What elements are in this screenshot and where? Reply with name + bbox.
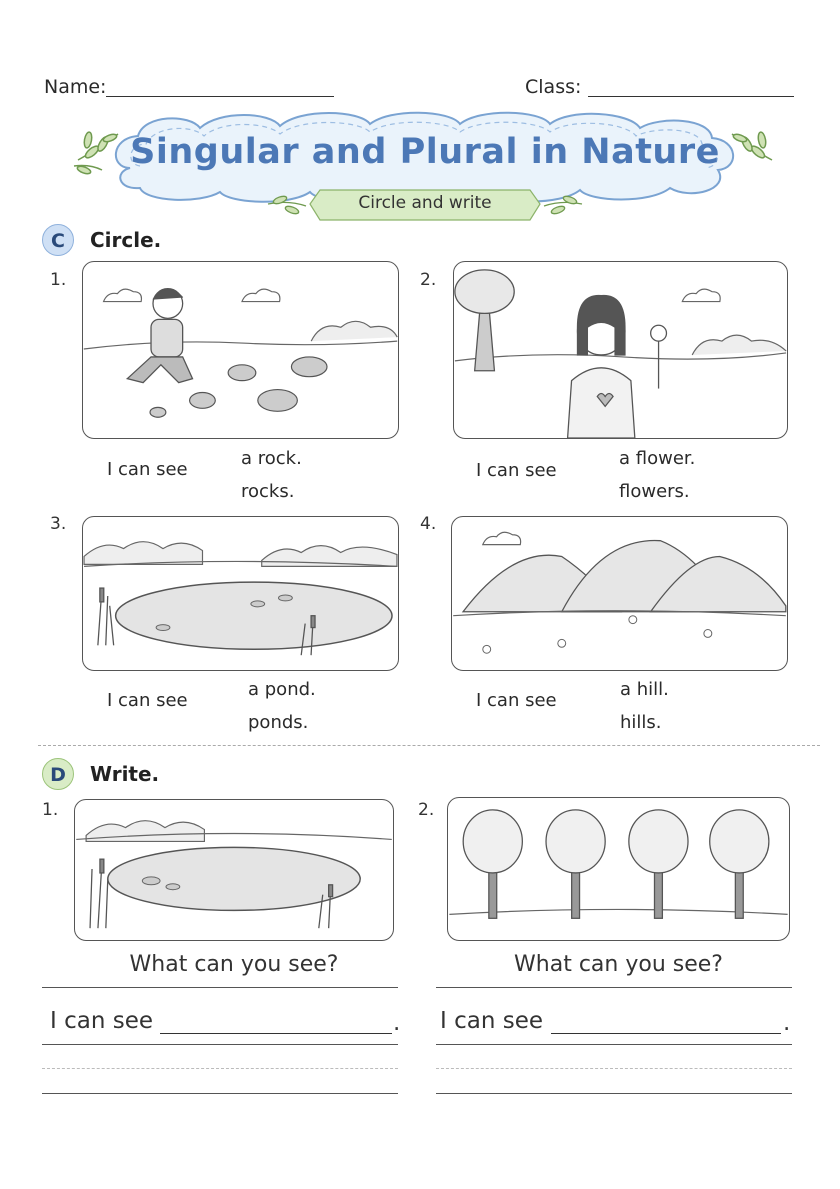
d1-rule-dash [42, 1068, 398, 1069]
trees-picture [447, 797, 790, 941]
class-field[interactable] [588, 96, 794, 97]
flower-picture [453, 261, 788, 439]
section-c-badge: C [42, 224, 74, 256]
hills-illustration [452, 517, 787, 670]
d1-pond-picture [74, 799, 394, 941]
name-field[interactable] [106, 96, 334, 97]
d2-rule-dash [436, 1068, 792, 1069]
c3-lead: I can see [107, 690, 188, 711]
c1-option-plural[interactable]: rocks. [241, 481, 295, 502]
c2-number: 2. [420, 270, 437, 290]
name-label: Name: [44, 76, 107, 98]
c2-option-plural[interactable]: flowers. [619, 481, 690, 502]
d2-end-period: . [783, 1010, 791, 1036]
c3-option-singular[interactable]: a pond. [248, 679, 316, 700]
hills-picture [451, 516, 788, 671]
section-c-title: Circle. [90, 228, 162, 252]
d1-end-period: . [393, 1010, 401, 1036]
trees-illustration [448, 798, 789, 940]
c2-option-singular[interactable]: a flower. [619, 448, 696, 469]
section-divider [38, 745, 820, 746]
c3-number: 3. [50, 514, 67, 534]
rocks-picture [82, 261, 399, 439]
d1-number: 1. [42, 800, 59, 820]
class-label: Class: [525, 76, 582, 98]
pond-picture [82, 516, 399, 671]
c1-number: 1. [50, 270, 67, 290]
d2-rule-mid [436, 1044, 792, 1045]
d1-pond-illustration [75, 800, 393, 940]
d2-rule-top [436, 987, 792, 988]
section-d-title: Write. [90, 762, 160, 786]
title-banner [70, 108, 780, 228]
section-d-badge: D [42, 758, 74, 790]
c1-lead: I can see [107, 459, 188, 480]
c4-option-plural[interactable]: hills. [620, 712, 662, 733]
d2-write-lead: I can see [440, 1008, 544, 1034]
boy-rocks-illustration [83, 262, 398, 438]
c2-lead: I can see [476, 460, 557, 481]
girl-flower-illustration [454, 262, 787, 438]
d1-rule-mid [42, 1044, 398, 1045]
c4-number: 4. [420, 514, 437, 534]
d1-question: What can you see? [129, 952, 339, 977]
c3-option-plural[interactable]: ponds. [248, 712, 309, 733]
pond-illustration [83, 517, 398, 670]
d2-rule-bottom [436, 1093, 792, 1094]
d2-answer-blank[interactable] [551, 1033, 781, 1034]
d1-answer-blank[interactable] [160, 1033, 392, 1034]
d1-write-lead: I can see [50, 1008, 154, 1034]
d1-rule-top [42, 987, 398, 988]
worksheet-subtitle: Circle and write [358, 193, 492, 213]
c4-option-singular[interactable]: a hill. [620, 679, 669, 700]
worksheet-title: Singular and Plural in Nature [130, 132, 720, 172]
d1-rule-bottom [42, 1093, 398, 1094]
d2-question: What can you see? [514, 952, 723, 977]
c1-option-singular[interactable]: a rock. [241, 448, 302, 469]
d2-number: 2. [418, 800, 435, 820]
c4-lead: I can see [476, 690, 557, 711]
